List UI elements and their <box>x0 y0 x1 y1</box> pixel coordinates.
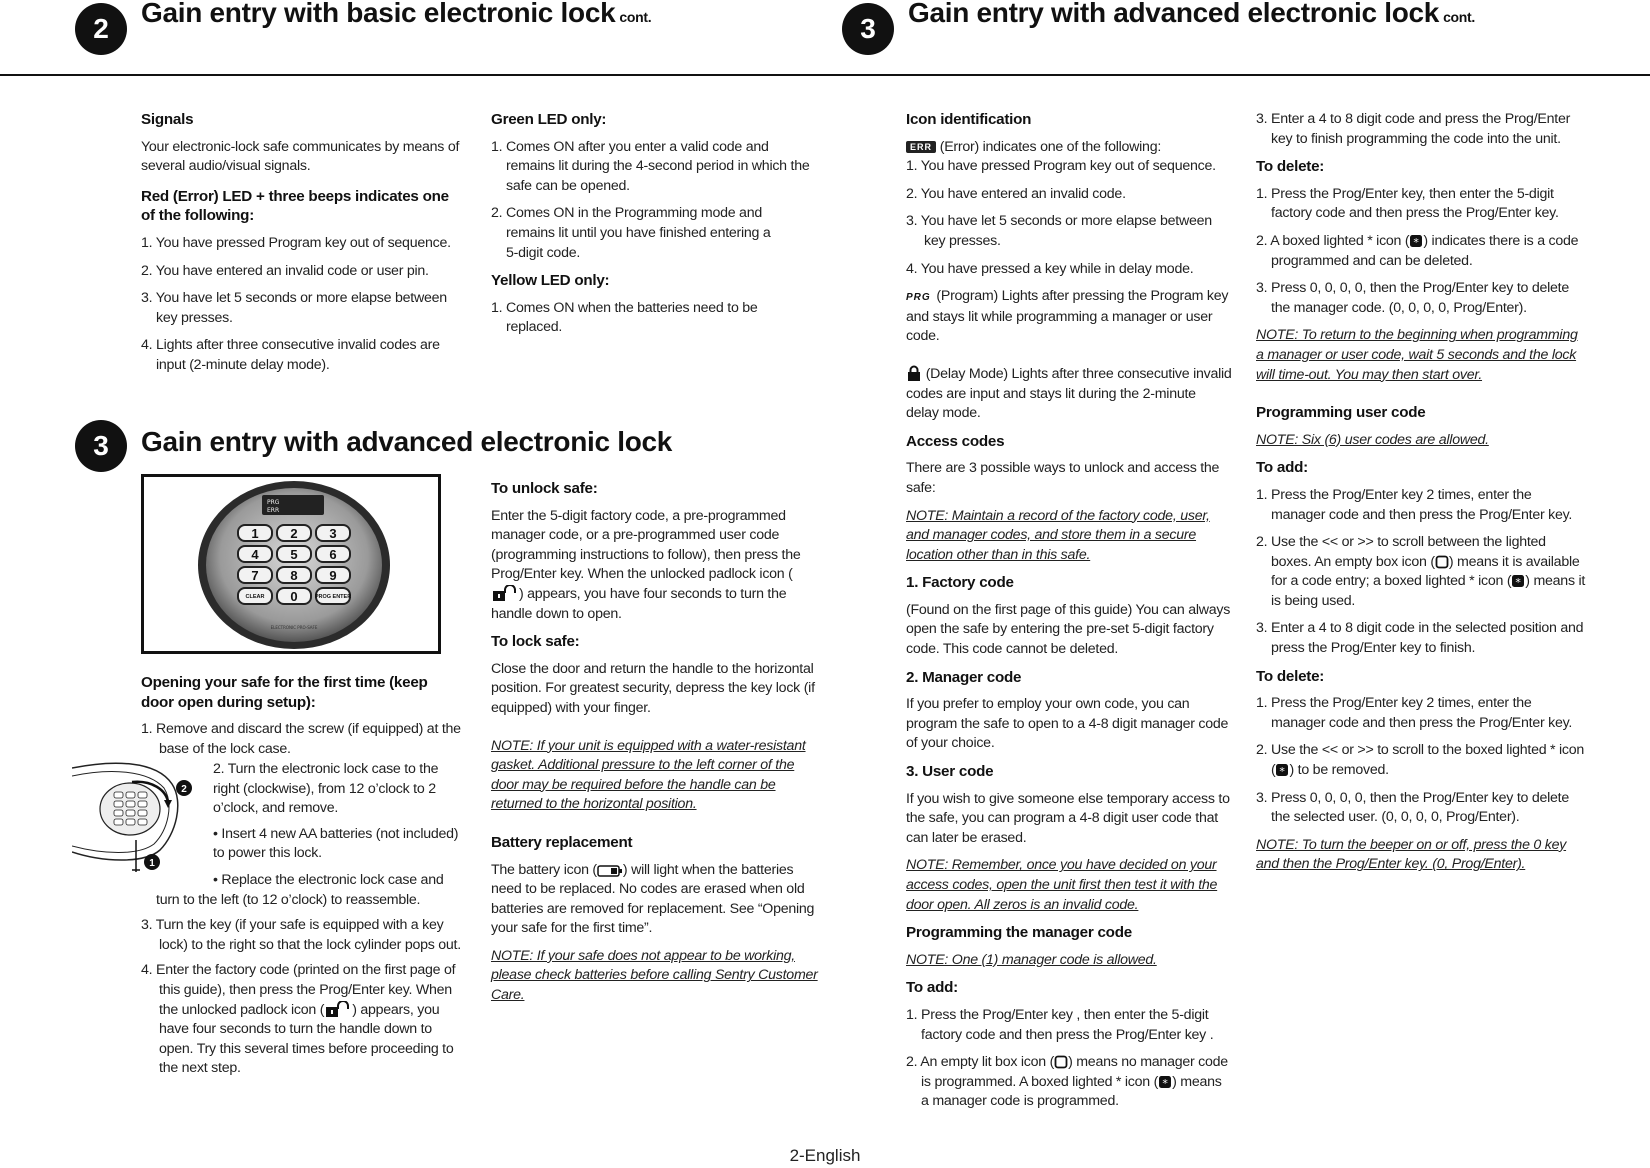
svg-text:*: * <box>1162 1076 1168 1089</box>
delay-padlock-icon <box>906 365 922 381</box>
signals-intro: Your electronic-lock safe communicates by means of several audio/visual signals. <box>141 138 460 175</box>
list-item: 4. Lights after three consecutive invalid codes are input (2-minute delay mode). <box>141 337 440 373</box>
opening-steps-continued <box>141 871 463 1085</box>
keypad-key-label: 6 <box>329 547 337 562</box>
list-item: • Replace the electronic lock case and turn to the left (to 12 o’clock) to reassemble. <box>156 872 444 908</box>
beeper-note: NOTE: To turn the beeper on or off, press the 0 key and then the Prog/Enter key. (0, Prog/Enter). <box>1256 836 1567 873</box>
step-text: ) means it is available for a code entry; a boxed lighted * icon ( <box>1271 553 1580 590</box>
programming-column <box>1256 110 1586 883</box>
access-codes-text: There are 3 possible ways to unlock and access the safe: <box>906 460 1220 496</box>
list-item: 3. Press 0, 0, 0, 0, then the Prog/Enter key to delete the manager code. (0, 0, 0, 0, Prog/Enter). <box>1256 280 1570 316</box>
unlock-column <box>491 479 819 1014</box>
step-text: 2. Use the << or >> to scroll to the boxed lighted * icon ( <box>1256 742 1585 779</box>
step-text: ) means it is being used. <box>1271 573 1586 609</box>
user-code-heading: 3. User code <box>906 763 994 781</box>
svg-text:*: * <box>1515 576 1521 589</box>
err-intro-text: (Error) indicates one of the following: <box>939 138 1162 155</box>
step-text: ) means no manager code is programmed. A boxed lighted * icon ( <box>921 1054 1228 1090</box>
list-item <box>1256 232 1586 271</box>
lock-case-drawing <box>72 754 196 874</box>
page-heading-right <box>908 0 1475 29</box>
opening-heading: Opening your safe for the first time (keep door open during setup): <box>141 674 428 711</box>
step-text: ) to be removed. <box>1289 762 1389 779</box>
section-number: 2 <box>93 13 109 44</box>
battery-icon <box>597 865 623 877</box>
factory-code-heading: 1. Factory code <box>906 574 1014 592</box>
manager-code-heading: 2. Manager code <box>906 668 1022 686</box>
led-column <box>491 110 811 346</box>
keypad-key-label: 8 <box>290 568 298 583</box>
keypad-illustration <box>141 474 441 654</box>
list-item: • Insert 4 new AA batteries (not included) to power this lock. <box>213 825 459 862</box>
svg-text:*: * <box>1279 765 1286 778</box>
step-text: ) means a manager code is programmed. <box>921 1073 1222 1110</box>
keypad-key-label: 9 <box>329 568 337 583</box>
lock-note: NOTE: If your unit is equipped with a water-resistant gasket. Additional pressure to the left corner of the door may be required before the handle can be returned to the horizontal position. <box>491 737 806 813</box>
delete-heading: To delete: <box>1256 158 1325 176</box>
boxed-star-icon <box>1275 763 1289 777</box>
list-item <box>141 961 463 1079</box>
access-note: NOTE: Maintain a record of the factory code, user, and manager codes, and store them in a secure location other than in this safe. <box>906 507 1210 563</box>
step-text: ) indicates there is a code programmed and can be deleted. <box>1271 232 1579 269</box>
manager-code-text: If you prefer to employ your own code, you can program the safe to open to a 4-8 digit manager code of your choice. <box>906 696 1229 752</box>
section-number-badge <box>75 420 127 472</box>
svg-text:*: * <box>1413 235 1419 248</box>
diagram-marker-2-label: 2 <box>181 784 187 795</box>
boxed-star-icon <box>1511 574 1525 588</box>
section-heading: Gain entry with advanced electronic lock <box>141 426 673 457</box>
page-number: 2-English <box>789 1146 861 1165</box>
boxed-star-icon <box>1158 1075 1172 1089</box>
heading-text: Gain entry with advanced electronic lock <box>908 0 1440 28</box>
keypad-key-label: 1 <box>251 526 259 541</box>
factory-code-text: (Found on the first page of this guide) You can always open the safe by entering the pre-set 5-digit factory code. This code cannot be deleted. <box>906 601 1231 658</box>
step-text: 2. A boxed lighted * icon ( <box>1256 232 1410 249</box>
unlock-text-part: ) appears, you have four seconds to turn the handle down to open. <box>491 585 787 622</box>
keypad-key-label: 7 <box>251 568 259 583</box>
keypad-key-label: PROG ENTER <box>314 594 352 600</box>
keypad-brand: ELECTRONIC PRO-SAFE <box>270 625 318 630</box>
lock-text: Close the door and return the handle to the horizontal position. For greatest security, depress the key lock (if equipped) with your finger. <box>491 660 815 716</box>
prg-icon: PRG <box>906 292 931 304</box>
keypad-key-label: 3 <box>329 526 337 541</box>
err-icon: ERR <box>906 141 936 153</box>
heading-suffix: cont. <box>1443 9 1476 25</box>
display-label-err: ERR <box>267 507 280 514</box>
list-item: 3. You have let 5 seconds or more elapse between key presses. <box>141 290 447 326</box>
unlock-text-part: Enter the 5-digit factory code, a pre-programmed manager code, or a pre-programmed user code (programming instructions to follow), then press the Prog/Enter key. When the unlocked padlock icon ( <box>491 507 801 583</box>
list-item <box>1256 741 1586 780</box>
list-item: 1. Comes ON when the batteries need to be replaced. <box>491 299 758 336</box>
header-divider <box>0 74 1650 76</box>
diagram-marker-1-label: 1 <box>149 858 155 869</box>
list-item: 1. Press the Prog/Enter key 2 times, enter the manager code and then press the Prog/Enter key. <box>1256 695 1573 731</box>
add-heading: To add: <box>906 979 958 997</box>
keypad-key-label: CLEAR <box>245 594 265 600</box>
program-manager-note: NOTE: One (1) manager code is allowed. <box>906 951 1157 968</box>
green-led-heading: Green LED only: <box>491 111 607 128</box>
section-number: 3 <box>860 13 876 44</box>
list-item: 3. Press 0, 0, 0, 0, then the Prog/Enter key to delete the selected user. (0, 0, 0, 0, Prog/Enter). <box>1256 789 1570 826</box>
unlock-text <box>491 507 819 625</box>
user-add-heading: To add: <box>1256 459 1308 477</box>
list-item: 1. You have pressed Program key out of sequence. <box>141 234 451 251</box>
signals-heading: Signals <box>141 111 194 128</box>
list-item: 3. Enter a 4 to 8 digit code and press the Prog/Enter key to finish programming the code into the unit. <box>1256 111 1571 147</box>
list-item: 1. Remove and discard the screw (if equipped) at the base of the lock case. <box>141 721 461 757</box>
icon-identification-column <box>906 110 1232 1120</box>
step-text: 2. An empty lit box icon ( <box>906 1054 1055 1071</box>
list-item: 4. You have pressed a key while in delay mode. <box>906 260 1194 277</box>
section-number-badge <box>842 3 894 55</box>
heading-suffix: cont. <box>619 9 652 25</box>
yellow-led-heading: Yellow LED only: <box>491 272 610 290</box>
err-intro <box>906 138 1232 158</box>
step-text: ) appears, you have four seconds to turn the handle down to open. Try this several times before proceeding to the next step. <box>159 1001 454 1077</box>
icon-id-heading: Icon identification <box>906 111 1032 128</box>
keypad-key-label: 2 <box>290 526 298 541</box>
boxed-star-icon <box>1409 234 1423 248</box>
unlocked-padlock-icon <box>324 1001 352 1017</box>
keypad-drawing <box>144 477 438 651</box>
user-delete-heading: To delete: <box>1256 667 1325 685</box>
program-user-heading: Programming user code <box>1256 404 1426 422</box>
keypad-key-label: 4 <box>251 547 259 562</box>
list-item: 3. Enter a 4 to 8 digit code in the selected position and press the Prog/Enter key to finish. <box>1256 620 1584 657</box>
keypad-key-label: 5 <box>290 547 298 562</box>
section-number: 3 <box>93 430 109 461</box>
list-item: 3. You have let 5 seconds or more elapse between key presses. <box>906 213 1212 249</box>
list-item <box>906 1053 1232 1112</box>
user-code-note: NOTE: Remember, once you have decided on your access codes, open the unit first then test it with the door open. All zeros is an invalid code. <box>906 857 1218 913</box>
battery-text-part: The battery icon ( <box>491 861 597 878</box>
step-text: 2. Use the << or >> to scroll between the lighted boxes. An empty box icon ( <box>1256 534 1546 570</box>
list-item: 1. Press the Prog/Enter key, then enter the 5-digit factory code and then press the Prog/Enter key. <box>1256 185 1559 222</box>
lock-case-diagram <box>72 754 196 874</box>
access-codes-heading: Access codes <box>906 432 1005 450</box>
red-led-heading: Red (Error) LED + three beeps indicates one of the following: <box>141 187 449 225</box>
list-item <box>1256 533 1586 611</box>
return-note: NOTE: To return to the beginning when programming a manager or user code, wait 5 seconds and the lock will time-out. You may then start over. <box>1256 327 1578 383</box>
opening-steps-right <box>213 760 463 870</box>
list-item: 2. You have entered an invalid code or user pin. <box>141 262 429 279</box>
user-code-text: If you wish to give someone else temporary access to the safe, you can program a 4-8 digit user code that can later be erased. <box>906 790 1230 846</box>
signals-column <box>141 110 461 384</box>
list-item: 2. You have entered an invalid code. <box>906 185 1126 202</box>
battery-text <box>491 861 819 939</box>
unlock-heading: To unlock safe: <box>491 480 598 497</box>
list-item: 1. Press the Prog/Enter key , then enter the 5-digit factory code and then press the Prog/Enter key . <box>906 1006 1214 1043</box>
step-text: 4. Enter the factory code (printed on the first page of this guide), then press the Prog/Enter key. When the unlocked padlock icon ( <box>141 962 456 1018</box>
list-item: 2. Turn the electronic lock case to the right (clockwise), from 12 o’clock to 2 o’clock, and remove. <box>213 761 439 817</box>
empty-box-icon <box>1435 555 1449 569</box>
section-number-badge <box>75 3 127 55</box>
program-manager-heading: Programming the manager code <box>906 924 1132 942</box>
list-item: 1. You have pressed Program key out of sequence. <box>906 158 1216 175</box>
heading-text: Gain entry with basic electronic lock <box>141 0 616 28</box>
battery-text-part: ) will light when the batteries need to be replaced. No codes are erased when old batteries are removed for replacement. See “Opening your safe for the first time”. <box>491 861 815 937</box>
prg-text <box>906 287 1232 347</box>
page-heading-left <box>141 0 651 29</box>
delay-text-part: (Delay Mode) Lights after three consecutive invalid codes are input and stays lit during the 2-minute delay mode. <box>906 365 1232 422</box>
display-label-prg: PRG <box>267 499 280 506</box>
keypad-key-label: 0 <box>290 589 298 604</box>
delay-text <box>906 365 1232 424</box>
page-footer <box>0 1146 1650 1166</box>
list-item: 2. Comes ON in the Programming mode and remains lit until you have finished entering a 5-digit code. <box>491 205 771 261</box>
prg-text-part: (Program) Lights after pressing the Program key and stays lit while programming a manager or user code. <box>906 288 1229 345</box>
battery-heading: Battery replacement <box>491 833 633 851</box>
list-item: 3. Turn the key (if your safe is equipped with a key lock) to the right so that the lock cylinder pops out. <box>141 917 461 953</box>
program-user-note: NOTE: Six (6) user codes are allowed. <box>1256 431 1489 448</box>
list-item: 1. Comes ON after you enter a valid code and remains lit during the 4-second period in which the safe can be opened. <box>491 138 810 194</box>
battery-note: NOTE: If your safe does not appear to be working, please check batteries before calling Sentry Customer Care. <box>491 947 818 1004</box>
list-item: 1. Press the Prog/Enter key 2 times, enter the manager code and then press the Prog/Enter key. <box>1256 486 1573 523</box>
unlocked-padlock-icon <box>491 585 519 601</box>
empty-box-icon <box>1054 1055 1068 1069</box>
lock-heading: To lock safe: <box>491 633 580 651</box>
